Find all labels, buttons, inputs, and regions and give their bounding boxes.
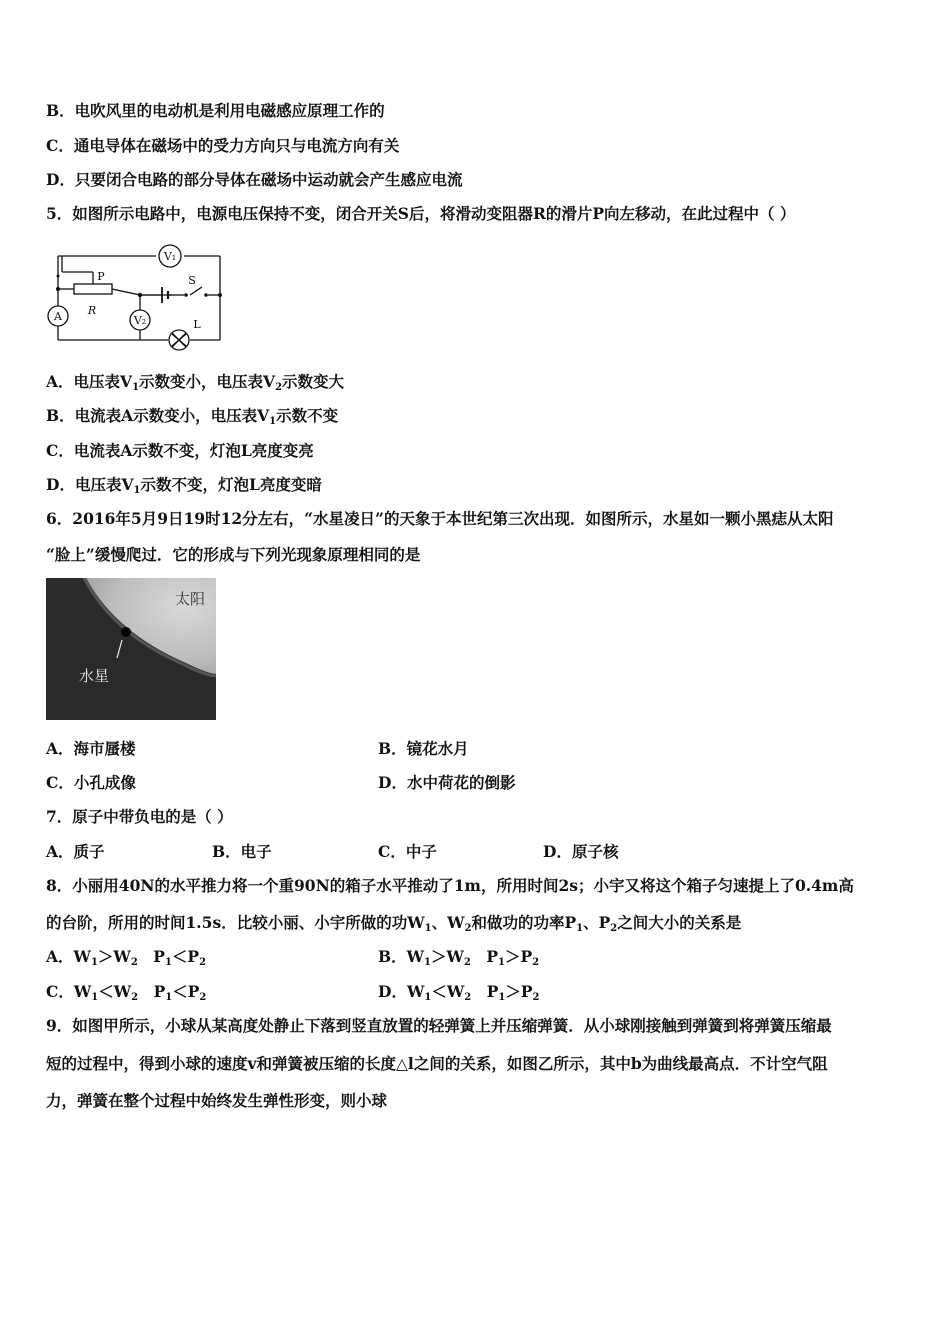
q6-option-b: B．镜花水月 — [378, 739, 469, 758]
q8-stem-line2: 的台阶，所用的时间1.5s．比较小丽、小宇所做的功$W_1$、$W_2$和做功的功率$P_1$、$P_2$之间大小的关系是 — [46, 913, 742, 934]
q9-stem-line1: 9．如图甲所示，小球从某高度处静止下落到竖直放置的轻弹簧上并压缩弹簧．从小球刚接触到弹簧到将弹簧压缩最 — [46, 1016, 832, 1035]
q6-stem-line2: “脸上”缓慢爬过．它的形成与下列光现象原理相同的是 — [46, 545, 421, 564]
q6-stem-line1: 6．2016年5月9日19时12分左右，“水星凌日”的天象于本世纪第三次出现．如图所示，水星如一颗小黑痣从太阳 — [46, 509, 834, 528]
sun-label: 太阳 — [174, 590, 206, 608]
option-d-prev: D．只要闭合电路的部分导体在磁场中运动就会产生感应电流 — [46, 170, 463, 189]
slider-p-label: P — [97, 270, 105, 283]
q6-option-a: A．海市蜃楼 — [46, 739, 136, 758]
q8-option-a: A．$W_1>W_2$ $P_1<P_2$ — [46, 947, 207, 968]
q5-option-d: D．电压表$V_1$示数不变，灯泡L亮度变暗 — [46, 475, 322, 496]
q8-option-b: B．$W_1>W_2$ $P_1>P_2$ — [378, 947, 540, 968]
mercury-transit-photo — [46, 578, 216, 720]
q6-option-c: C．小孔成像 — [46, 773, 136, 792]
q5-option-a: A．电压表$V_1$示数变小，电压表$V_2$示数变大 — [46, 372, 345, 393]
circuit-diagram — [44, 234, 234, 359]
mercury-label: 水星 — [78, 667, 110, 685]
q5-option-c: C．电流表A示数不变，灯泡L亮度变亮 — [46, 441, 314, 460]
v2-meter-label: V₂ — [133, 314, 147, 327]
switch-s-label: S — [188, 274, 196, 287]
q7-option-c: C．中子 — [378, 842, 437, 861]
q5-option-b: B．电流表A示数变小，电压表$V_1$示数不变 — [46, 406, 339, 427]
q6-option-d: D．水中荷花的倒影 — [378, 773, 516, 792]
rheostat-r-label: R — [87, 304, 97, 317]
q9-stem-line2: 短的过程中，得到小球的速度v和弹簧被压缩的长度△l之间的关系，如图乙所示，其中b为曲线最高点．不计空气阻 — [46, 1054, 828, 1073]
option-c-prev: C．通电导体在磁场中的受力方向只与电流方向有关 — [46, 136, 400, 155]
v1-meter-label: V₁ — [163, 250, 177, 263]
lamp-l-label: L — [193, 318, 201, 331]
q8-stem-line1: 8．小丽用40N的水平推力将一个重90N的箱子水平推动了1m，所用时间2s；小宇又将这个箱子匀速提上了0.4m高 — [46, 876, 854, 895]
q7-option-d: D．原子核 — [543, 842, 619, 861]
q7-stem: 7．原子中带负电的是（ ） — [46, 807, 233, 826]
ammeter-label: A — [54, 310, 62, 323]
q5-stem: 5．如图所示电路中，电源电压保持不变，闭合开关S后，将滑动变阻器R的滑片P向左移动，在此过程中（ ） — [46, 204, 796, 223]
q7-option-a: A．质子 — [46, 842, 105, 861]
q7-option-b: B．电子 — [212, 842, 272, 861]
option-b-prev: B．电吹风里的电动机是利用电磁感应原理工作的 — [46, 101, 385, 120]
q8-option-d: D．$W_1<W_2$ $P_1>P_2$ — [378, 982, 540, 1003]
q9-stem-line3: 力，弹簧在整个过程中始终发生弹性形变，则小球 — [46, 1091, 388, 1110]
q8-option-c: C．$W_1<W_2$ $P_1<P_2$ — [46, 982, 207, 1003]
